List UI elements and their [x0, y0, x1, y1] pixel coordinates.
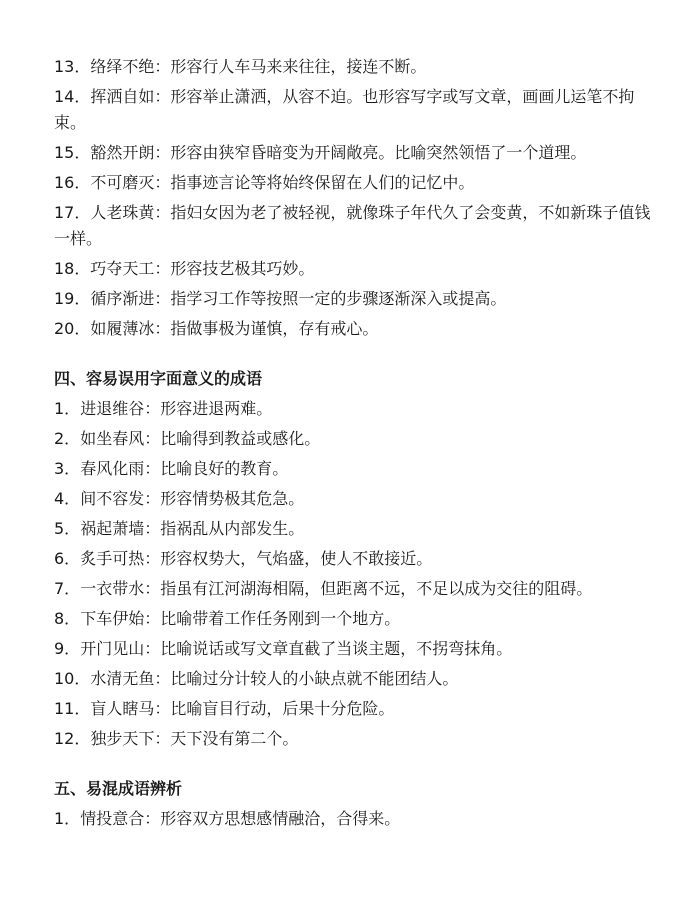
section-literal-misuse	[54, 396, 664, 752]
list-item: 17．人老珠黄：指妇女因为老了被轻视，就像珠子年代久了会变黄，不如新珠子值钱一样。	[54, 203, 651, 248]
list-item: 13．络绎不绝：形容行人车马来来往往，接连不断。	[54, 57, 427, 76]
list-item: 9．开门见山：比喻说话或写文章直截了当谈主题，不拐弯抹角。	[54, 639, 513, 658]
section-heading: 五、易混成语辨析	[54, 779, 183, 798]
list-item: 4．间不容发：形容情势极其危急。	[54, 489, 305, 508]
document-page	[54, 54, 664, 836]
list-item: 12．独步天下：天下没有第二个。	[54, 729, 299, 748]
list-item: 2．如坐春风：比喻得到教益或感化。	[54, 429, 321, 448]
list-item: 20．如履薄冰：指做事极为谨慎，存有戒心。	[54, 319, 379, 338]
section-heading: 四、容易误用字面意义的成语	[54, 369, 263, 388]
list-item: 19．循序渐进：指学习工作等按照一定的步骤逐渐深入或提高。	[54, 289, 507, 308]
section-idioms-continued	[54, 54, 664, 342]
list-item: 1．情投意合：形容双方思想感情融洽，合得来。	[54, 809, 401, 828]
list-item: 3．春风化雨：比喻良好的教育。	[54, 459, 289, 478]
list-item: 11．盲人瞎马：比喻盲目行动，后果十分危险。	[54, 699, 395, 718]
list-item: 6．炙手可热：形容权势大，气焰盛，使人不敢接近。	[54, 549, 433, 568]
list-item: 8．下车伊始：比喻带着工作任务刚到一个地方。	[54, 609, 401, 628]
list-item: 10．水清无鱼：比喻过分计较人的小缺点就不能团结人。	[54, 669, 459, 688]
list-item: 18．巧夺天工：形容技艺极其巧妙。	[54, 259, 315, 278]
list-item: 16．不可磨灭：指事迹言论等将始终保留在人们的记忆中。	[54, 173, 475, 192]
list-item: 7．一衣带水：指虽有江河湖海相隔，但距离不远，不足以成为交往的阻碍。	[54, 579, 593, 598]
list-item: 15．豁然开朗：形容由狭窄昏暗变为开阔敞亮。比喻突然领悟了一个道理。	[54, 143, 587, 162]
list-item: 1．进退维谷：形容进退两难。	[54, 399, 273, 418]
section-confusable-idioms	[54, 806, 664, 832]
list-item: 14．挥洒自如：形容举止潇洒，从容不迫。也形容写字或写文章，画画儿运笔不拘束。	[54, 87, 635, 132]
list-item: 5．祸起萧墙：指祸乱从内部发生。	[54, 519, 305, 538]
